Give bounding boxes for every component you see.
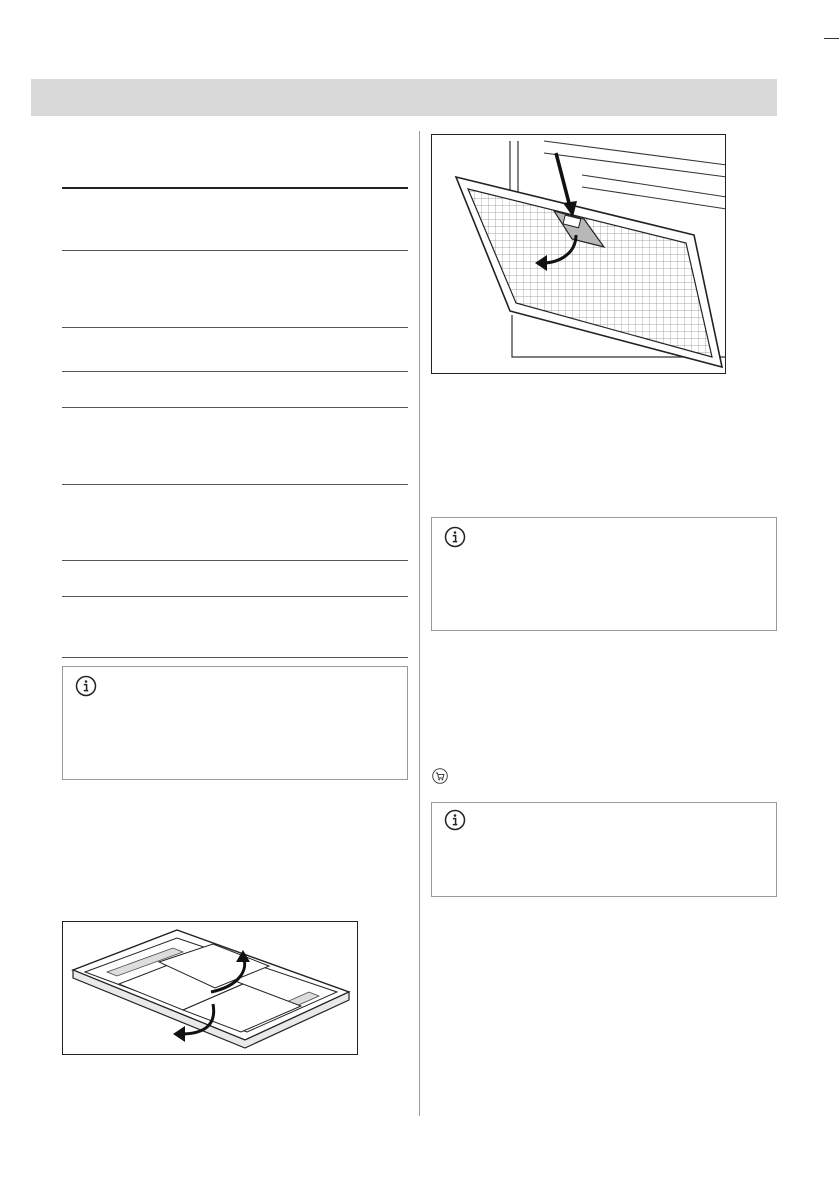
table-row <box>62 372 408 408</box>
column-divider <box>419 131 420 1116</box>
info-note <box>431 802 777 897</box>
grease-filter-release-illustration <box>432 135 726 374</box>
specification-table <box>62 187 408 658</box>
shopping-cart-icon <box>432 768 448 784</box>
hood-filter-panel-open-illustration <box>63 922 358 1055</box>
section-title-band <box>31 79 777 116</box>
table-row <box>62 328 408 372</box>
info-icon <box>75 675 97 697</box>
info-note <box>431 517 777 631</box>
grease-filter-figure <box>431 134 726 374</box>
table-row <box>62 561 408 597</box>
table-row <box>62 189 408 251</box>
header-rule <box>824 38 839 39</box>
hood-panel-figure <box>62 921 358 1055</box>
table-row <box>62 408 408 485</box>
info-note <box>62 666 408 780</box>
info-icon <box>444 526 466 548</box>
table-row <box>62 251 408 328</box>
table-row <box>62 485 408 561</box>
table-row <box>62 597 408 658</box>
info-icon <box>444 809 466 831</box>
